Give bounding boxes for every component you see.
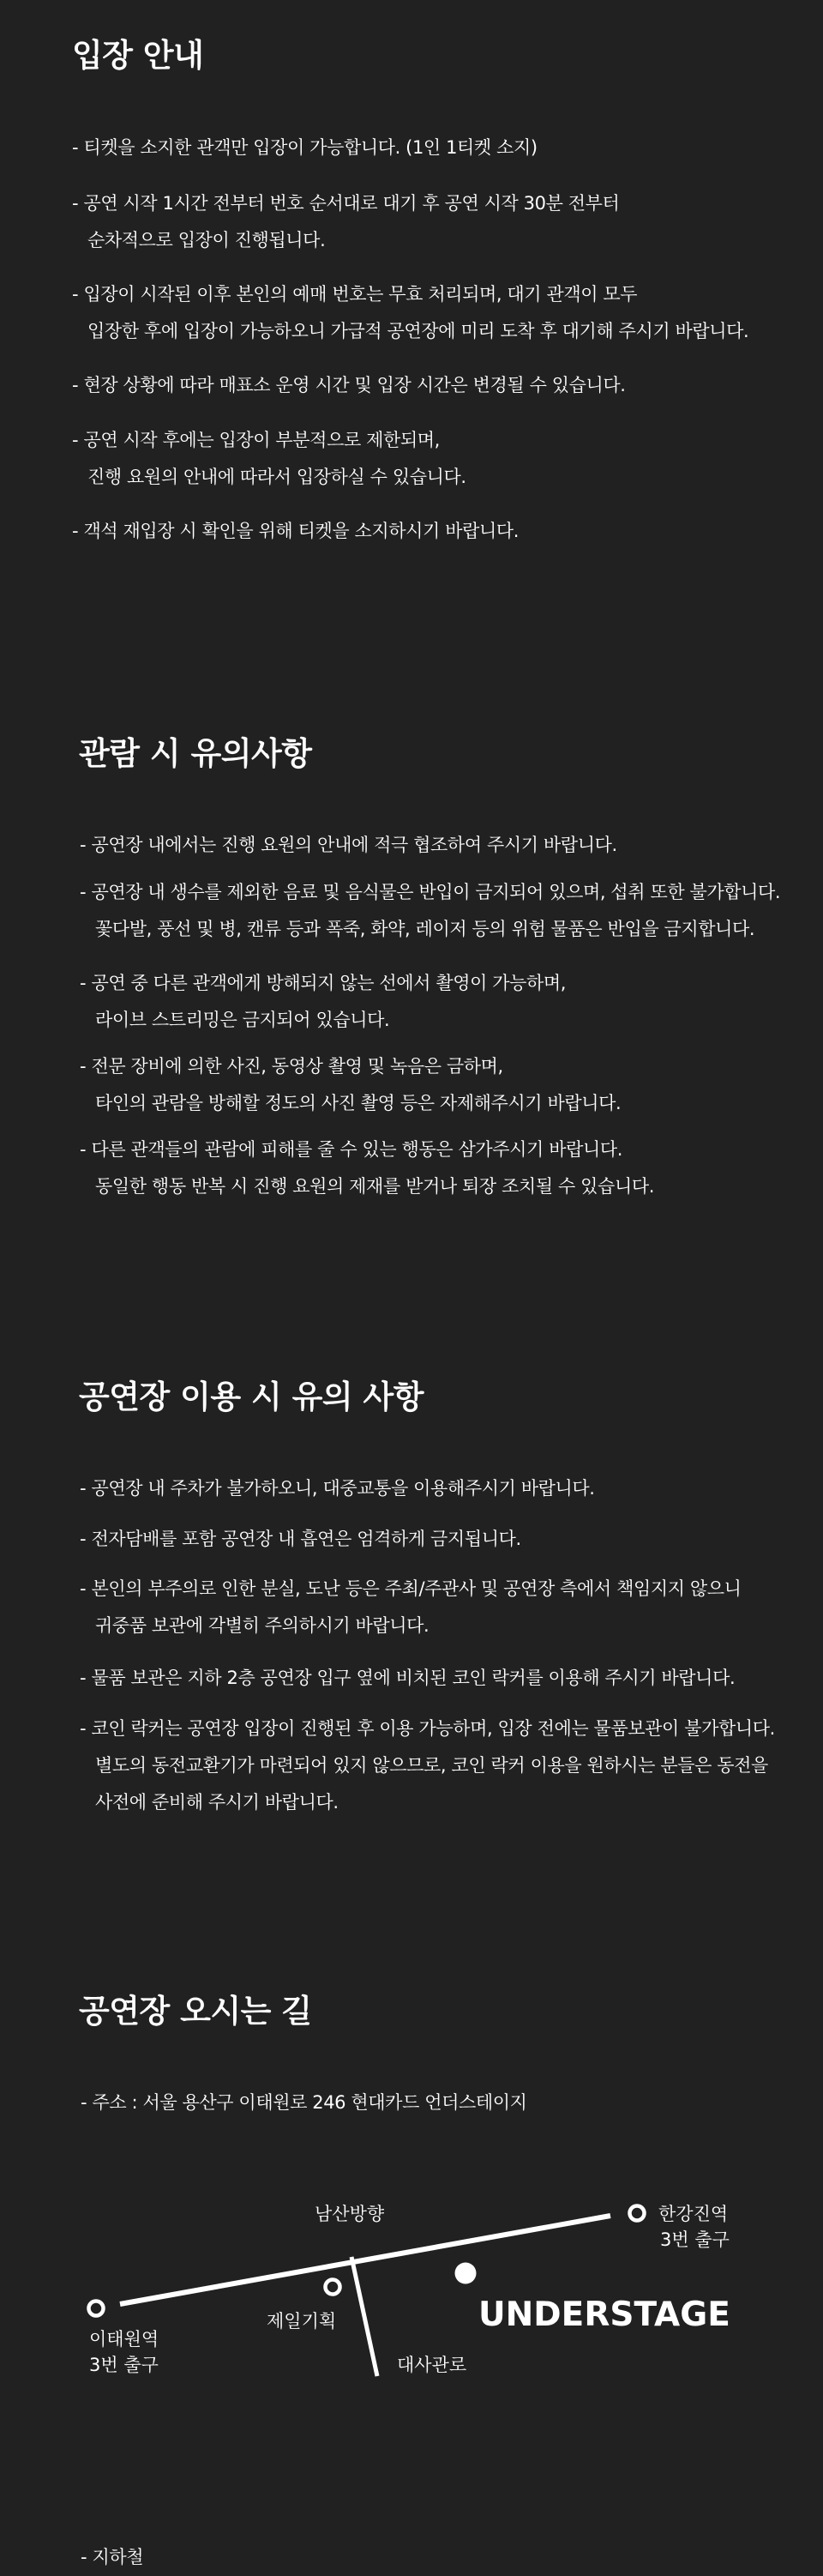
namsan-direction-label: 남산방향	[315, 2204, 385, 2224]
list-item-continuation: 순차적으로 입장이 진행됩니다.	[87, 230, 326, 250]
list-item-continuation: 진행 요원의 안내에 따라서 입장하실 수 있습니다.	[87, 467, 466, 487]
list-item-continuation: 라이브 스트리밍은 금지되어 있습니다.	[95, 1010, 390, 1030]
list-item	[72, 513, 519, 550]
list-item-continuation: 별도의 동전교환기가 마련되어 있지 않으므로, 코인 락커 이용을 원하시는 분들은 동전을	[95, 1755, 768, 1776]
admission-title: 입장 안내	[72, 37, 204, 74]
list-item-text: - 전문 장비에 의한 사진, 동영상 촬영 및 녹음은 금하며,	[80, 1056, 503, 1077]
list-item-text: - 공연장 내 생수를 제외한 음료 및 음식물은 반입이 금지되어 있으며, 섭취 또한 불가합니다.	[80, 882, 781, 902]
list-item-text: - 공연 시작 후에는 입장이 부분적으로 제한되며,	[72, 430, 440, 450]
list-item-text: - 전자담배를 포함 공연장 내 흡연은 엄격하게 금지됩니다.	[80, 1529, 521, 1549]
itaewon-exit-label: 3번 출구	[89, 2355, 159, 2375]
venue-title: 공연장 이용 시 유의 사항	[79, 1378, 424, 1415]
list-item-text: - 공연 중 다른 관객에게 방해되지 않는 선에서 촬영이 가능하며,	[80, 973, 567, 993]
understage-marker	[455, 2263, 477, 2284]
itaewon-ro-road	[120, 2216, 610, 2304]
understage-logo-text: UNDERSTAGE	[478, 2295, 730, 2334]
list-item	[80, 965, 566, 1039]
list-item-text: - 공연장 내 주차가 불가하오니, 대중교통을 이용해주시기 바랍니다.	[80, 1478, 595, 1499]
viewing-title: 관람 시 유의사항	[79, 735, 312, 772]
list-item-text: - 입장이 시작된 이후 본인의 예매 번호는 무효 처리되며, 대기 관객이 모두	[72, 284, 638, 305]
venue-map	[0, 2145, 823, 2385]
list-item-continuation: 귀중품 보관에 각별히 주의하시기 바랍니다.	[95, 1615, 430, 1636]
itaewon-station-label: 이태원역	[89, 2329, 159, 2350]
address-text: - 주소 : 서울 용산구 이태원로 246 현대카드 언더스테이지	[81, 2092, 527, 2113]
list-item-continuation: 타인의 관람을 방해할 정도의 사진 촬영 등은 자제해주시기 바랍니다.	[95, 1093, 622, 1113]
cheil-label: 제일기획	[267, 2311, 337, 2332]
list-item	[80, 1048, 621, 1122]
list-item-continuation: 동일한 행동 반복 시 진행 요원의 제재를 받거나 퇴장 조치될 수 있습니다.	[95, 1176, 654, 1197]
directions-title: 공연장 오시는 길	[79, 1993, 312, 2030]
list-item	[72, 276, 748, 350]
list-item	[72, 422, 466, 496]
itaewon-station-marker	[89, 2302, 104, 2316]
list-item-continuation: 꽃다발, 풍선 및 병, 캔류 등과 폭죽, 화약, 레이저 등의 위험 물품은 반입을 금지합니다.	[95, 919, 755, 939]
hangang-station-marker	[630, 2206, 645, 2221]
list-item-text: - 현장 상황에 따라 매표소 운영 시간 및 입장 시간은 변경될 수 있습니다.	[72, 375, 626, 395]
hangang-station-label: 한강진역	[658, 2204, 729, 2224]
list-item	[80, 827, 617, 864]
list-item-text: - 공연 시작 1시간 전부터 번호 순서대로 대기 후 공연 시작 30분 전부터	[72, 193, 620, 214]
hangang-exit-label: 3번 출구	[660, 2229, 730, 2250]
list-item	[72, 367, 626, 404]
list-item-continuation: 사전에 준비해 주시기 바랍니다.	[95, 1792, 339, 1813]
list-item	[72, 130, 538, 166]
list-item	[80, 1571, 742, 1644]
daesagwan-ro-label: 대사관로	[397, 2355, 467, 2375]
list-item-text: - 본인의 부주의로 인한 분실, 도난 등은 주최/주관사 및 공연장 측에서 책임지지 않으니	[80, 1578, 742, 1599]
list-item-continuation: 입장한 후에 입장이 가능하오니 가급적 공연장에 미리 도착 후 대기해 주시기 바랍니다.	[87, 321, 749, 341]
list-item-text: - 공연장 내에서는 진행 요원의 안내에 적극 협조하여 주시기 바랍니다.	[80, 835, 617, 855]
list-item-text: - 티켓을 소지한 관객만 입장이 가능합니다. (1인 1티켓 소지)	[72, 137, 538, 158]
daesagwan-ro-road	[351, 2257, 377, 2376]
list-item-text: - 객석 재입장 시 확인을 위해 티켓을 소지하시기 바랍니다.	[72, 521, 520, 541]
list-item	[80, 1470, 595, 1507]
list-item	[80, 1521, 521, 1558]
list-item	[80, 1660, 735, 1697]
list-item-text: - 물품 보관은 지하 2층 공연장 입구 옆에 비치된 코인 락커를 이용해 주시기 바랍니다.	[80, 1668, 736, 1688]
list-item	[80, 874, 780, 948]
list-item-text: - 코인 락커는 공연장 입장이 진행된 후 이용 가능하며, 입장 전에는 물품보관이 불가합니다.	[80, 1718, 775, 1739]
list-item	[80, 1131, 654, 1205]
cheil-marker	[326, 2280, 340, 2295]
list-item-text: - 다른 관객들의 관람에 피해를 줄 수 있는 행동은 삼가주시기 바랍니다.	[80, 1139, 623, 1160]
subway-heading: - 지하철	[81, 2547, 144, 2567]
list-item	[72, 185, 619, 259]
list-item	[80, 1710, 775, 1821]
